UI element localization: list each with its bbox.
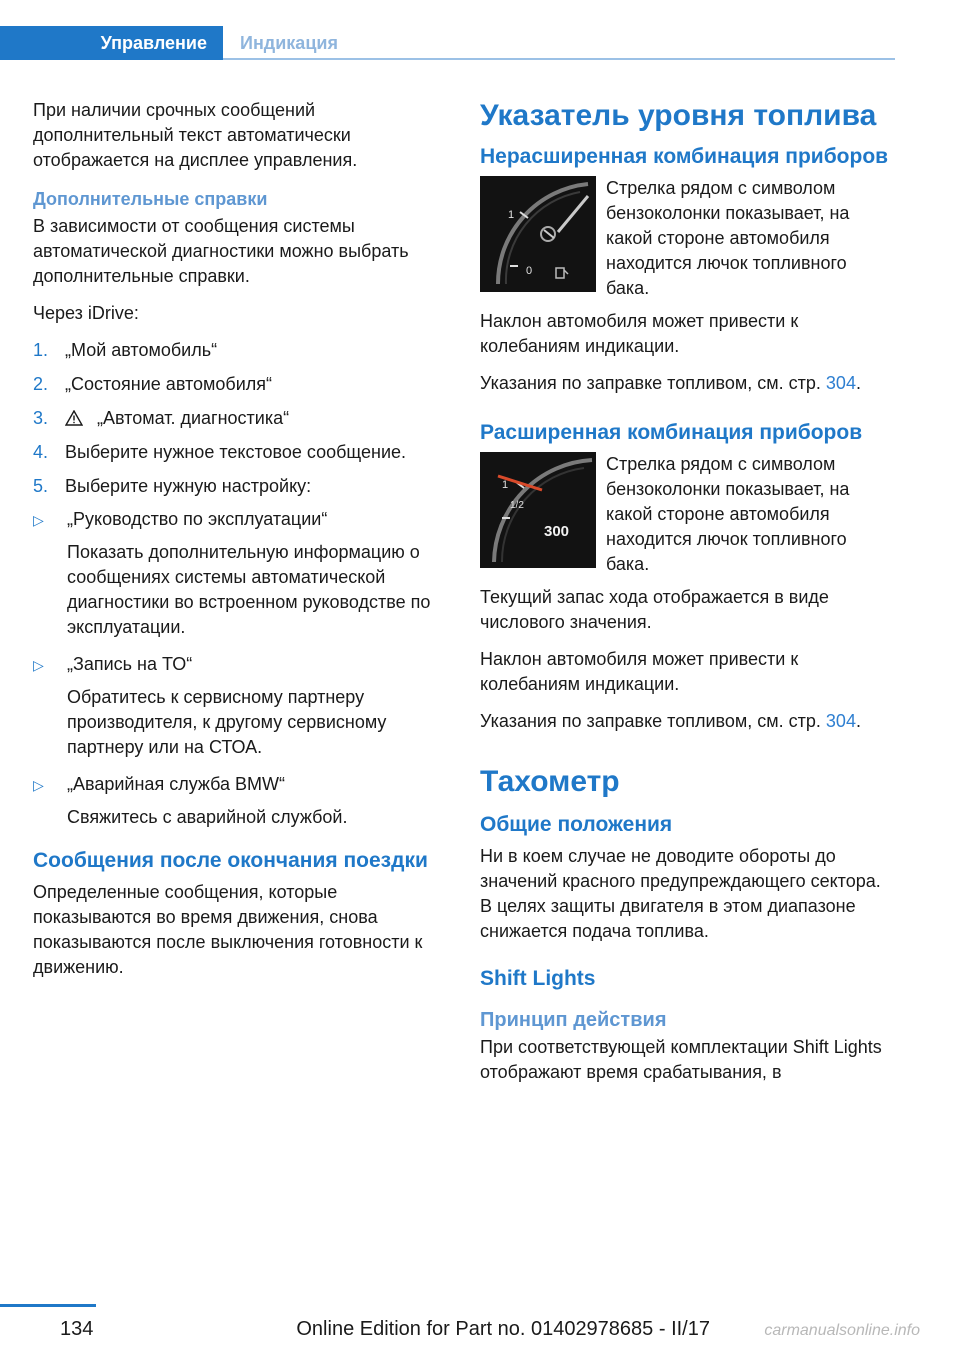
watermark: carmanualsonline.info	[764, 1322, 920, 1339]
list-item: 4. Выберите нужное текстовое сообщение.	[33, 442, 407, 462]
help-paragraph: В зависимости от сообщения системы автоматической диагностики можно выбрать дополнительные справки.	[33, 216, 409, 286]
tab-indikatsiya[interactable]: Индикация	[240, 32, 338, 53]
svg-text:1/2: 1/2	[510, 500, 524, 511]
list-item: 3. „Автомат. диагностика“	[33, 408, 290, 428]
help-heading: Дополнительные справки	[33, 189, 268, 209]
triangle-bullet-icon: ▷	[33, 777, 44, 793]
principle-paragraph: При соответствующей комплектации Shift Lights отображают время срабатывания, в	[480, 1037, 882, 1082]
extended-cluster-text: Стрелка рядом с символом бензоколонки показывает, на какой стороне автомобиля находится лючок топливного бака.	[606, 454, 850, 574]
extended-cluster-heading: Расширенная комбинация приборов	[480, 421, 863, 444]
basic-cluster-heading: Нерасширенная комбинация приборов	[480, 145, 889, 168]
fuel-gauge-extended-image	[480, 452, 596, 568]
page-link[interactable]: 304	[825, 373, 856, 393]
basic-cluster-figure	[480, 176, 892, 301]
list-item: ▷ „Руководство по эксплуатации“ Показать дополнительную информацию о сообщениях системы автоматической диагностики во встроенном руководстве по эксплуатации.	[33, 509, 431, 637]
fuel-gauge-basic-image	[480, 176, 596, 292]
after-trip-heading: Сообщения после окончания поездки	[33, 849, 428, 872]
tachometer-title: Тахометр	[480, 765, 620, 798]
warning-triangle-icon	[65, 410, 83, 426]
right-column	[480, 98, 892, 1097]
tab-upravlenie[interactable]: Управление	[0, 26, 223, 60]
triangle-bullet-icon: ▷	[33, 657, 44, 673]
basic-tilt-paragraph: Наклон автомобиля может привести к колебаниям индикации.	[480, 311, 799, 356]
steps-list	[33, 338, 445, 830]
principle-heading: Принцип действия	[480, 1009, 667, 1031]
refuel-reference-2: Указания по заправке топливом, см. стр. 304.	[480, 711, 861, 731]
general-paragraph: Ни в коем случае не доводите обороты до значений красного предупреждающего сектора. В целях защиты двигателя в этом диапазоне снижается подача топлива.	[480, 846, 881, 941]
list-item: 1. „Мой автомобиль“	[33, 340, 218, 360]
extended-cluster-figure	[480, 452, 892, 577]
basic-cluster-text: Стрелка рядом с символом бензоколонки показывает, на какой стороне автомобиля находится лючок топливного бака.	[606, 178, 850, 298]
list-item: ▷ „Запись на ТО“ Обратитесь к сервисному партнеру производителя, к другому сервисному партнеру или на СТОА.	[33, 654, 387, 757]
page-number: 134	[60, 1318, 94, 1340]
edition-label: Online Edition for Part no. 01402978685 - II/17	[296, 1318, 710, 1340]
range-paragraph: Текущий запас хода отображается в виде числового значения.	[480, 587, 829, 632]
left-column	[33, 98, 445, 992]
via-idrive: Через iDrive:	[33, 303, 139, 323]
header-divider	[223, 58, 895, 60]
page-link[interactable]: 304	[825, 711, 856, 731]
list-item: 2. „Состояние автомобиля“	[33, 374, 273, 394]
shift-lights-heading: Shift Lights	[480, 967, 596, 990]
svg-text:1: 1	[502, 479, 509, 491]
list-item: ▷ „Аварийная служба BMW“ Свяжитесь с аварийной службой.	[33, 774, 348, 827]
options-list	[33, 507, 445, 830]
page-header	[0, 26, 895, 62]
after-trip-paragraph: Определенные сообщения, которые показываются во время движения, снова показываются после выключения готовности к движению.	[33, 882, 423, 977]
fuel-gauge-title: Указатель уровня топлива	[480, 99, 877, 132]
refuel-reference: Указания по заправке топливом, см. стр. 304.	[480, 373, 861, 393]
list-item: 5. Выберите нужную настройку: ▷ „Руководство по эксплуатации“ Показать дополнительную информацию о сообщениях системы автоматической диагностики во встроенном руководстве по эксплуатации. ▷ „Запись на ТО“ Обратитесь к сервисному партнеру производителя, к другому сервисному партнеру или на СТОА. ▷ „Аварийная служба BMW“ Свяжитесь с аварийной службой.	[33, 474, 445, 830]
extended-tilt-paragraph: Наклон автомобиля может привести к колебаниям индикации.	[480, 649, 799, 694]
intro-paragraph: При наличии срочных сообщений дополнительный текст автоматически отображается на дисплее управления.	[33, 100, 358, 170]
svg-text:0: 0	[526, 265, 533, 277]
general-heading: Общие положения	[480, 813, 673, 836]
svg-text:1: 1	[508, 209, 515, 221]
svg-text:300: 300	[544, 523, 570, 540]
triangle-bullet-icon: ▷	[33, 512, 44, 528]
footer-divider	[0, 1304, 96, 1307]
